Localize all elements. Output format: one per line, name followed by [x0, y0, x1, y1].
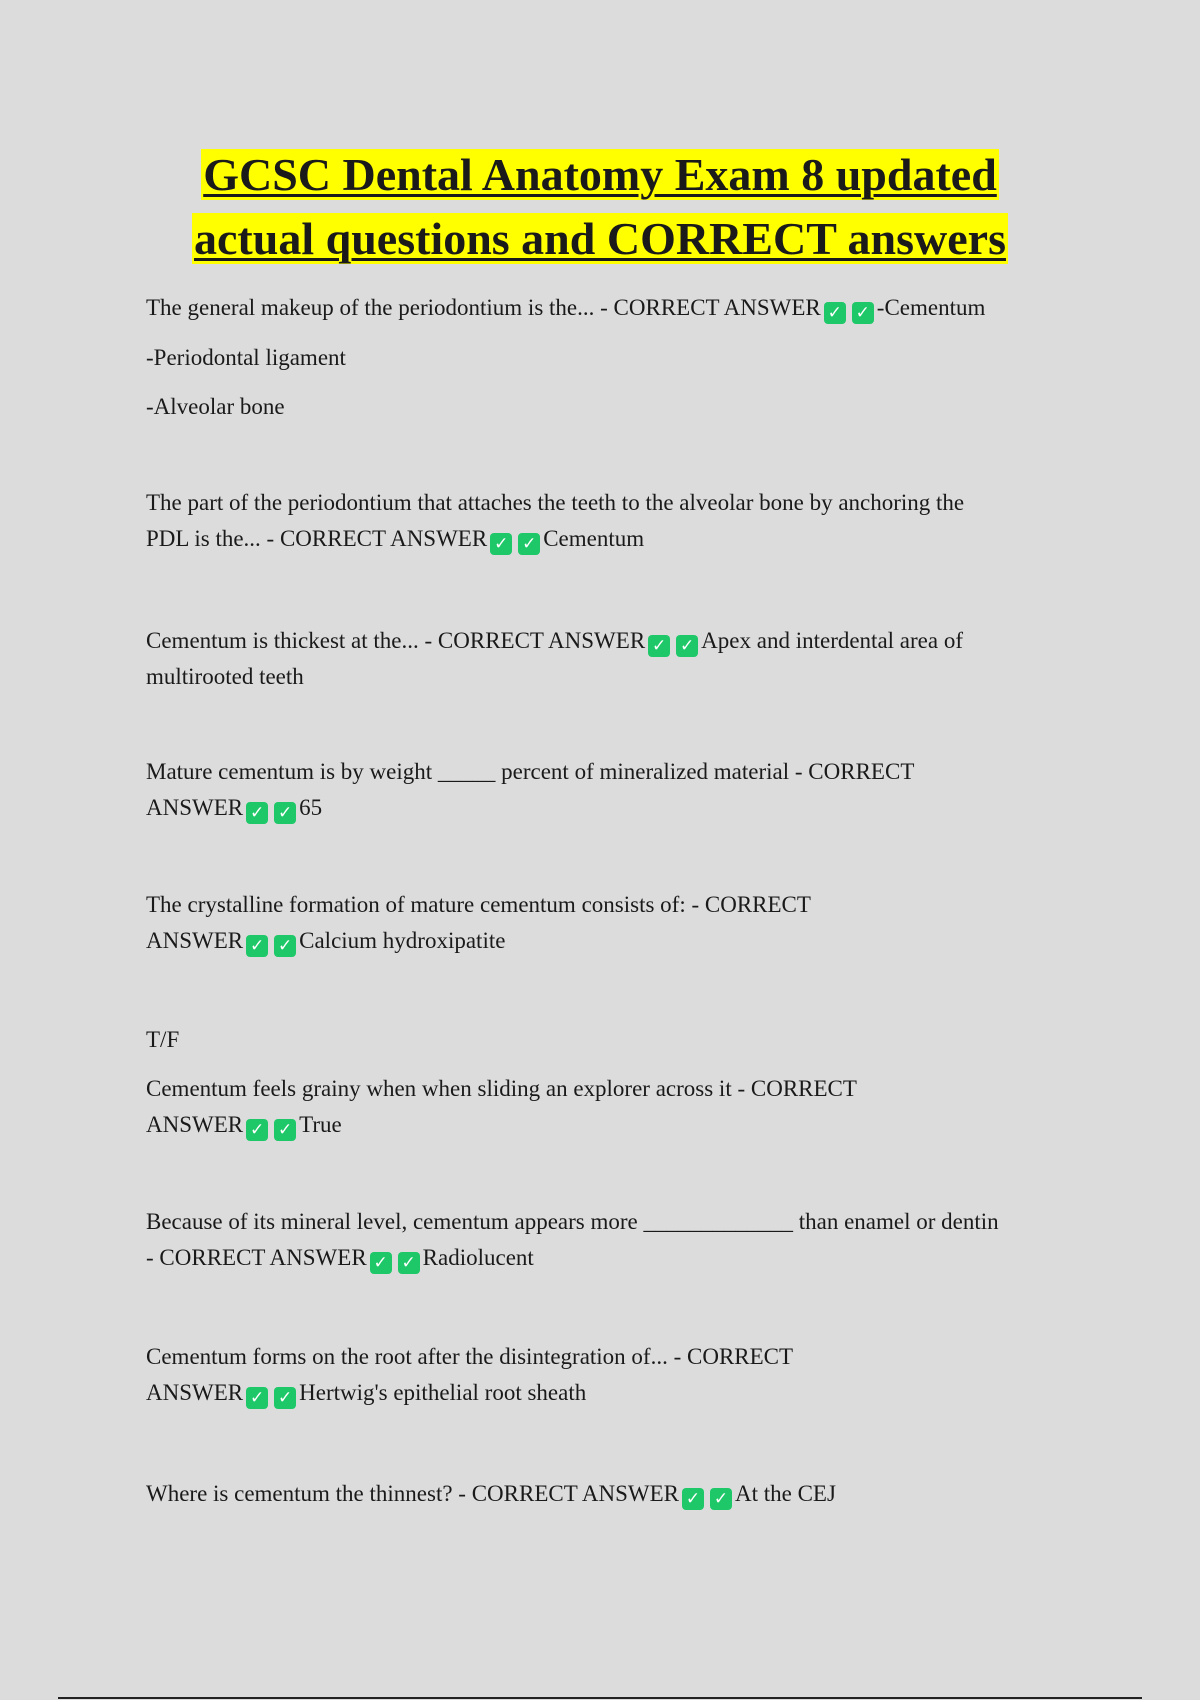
answer-label: ANSWER — [146, 1112, 244, 1137]
qa-line — [146, 790, 1046, 826]
qa-item-2 — [146, 485, 1046, 557]
check-icon: ✓ — [246, 802, 268, 824]
answer-label: ANSWER — [146, 928, 244, 953]
question-line: T/F — [146, 1027, 180, 1052]
qa-line — [146, 290, 1046, 340]
question-line: Cementum feels grainy when when sliding an explorer across it - CORRECT — [146, 1076, 857, 1101]
check-icon: ✓ — [710, 1488, 732, 1510]
question-line: Cementum forms on the root after the disintegration of... - CORRECT — [146, 1344, 794, 1369]
footer-divider — [58, 1697, 1142, 1699]
qa-item-6 — [146, 1022, 1046, 1143]
check-icon: ✓ — [274, 935, 296, 957]
check-icon: ✓ — [518, 533, 540, 555]
question-text: PDL is the... - CORRECT ANSWER — [146, 526, 488, 551]
check-icon: ✓ — [246, 1387, 268, 1409]
question-text: The general makeup of the periodontium is the... - CORRECT ANSWER — [146, 295, 821, 320]
question-line: Because of its mineral level, cementum appears more _____________ than enamel or dentin — [146, 1209, 999, 1234]
answer-label: - CORRECT ANSWER — [146, 1245, 367, 1270]
qa-line — [146, 1476, 1046, 1512]
title-line-2: actual questions and CORRECT answers — [194, 213, 1006, 264]
answer-line: -Periodontal ligament — [146, 345, 346, 370]
check-icon: ✓ — [246, 1119, 268, 1141]
qa-item-4 — [146, 754, 1046, 826]
check-icon: ✓ — [274, 802, 296, 824]
answer-text: Radiolucent — [422, 1245, 534, 1270]
answer-label: ANSWER — [146, 1380, 244, 1405]
qa-item-3 — [146, 623, 1046, 695]
qa-line — [146, 1240, 1046, 1276]
answer-line: multirooted teeth — [146, 664, 304, 689]
question-line: The crystalline formation of mature cementum consists of: - CORRECT — [146, 892, 811, 917]
check-icon: ✓ — [274, 1387, 296, 1409]
qa-line — [146, 1107, 1046, 1143]
qa-line — [146, 623, 1046, 659]
answer-text: Calcium hydroxipatite — [299, 928, 506, 953]
qa-item-8 — [146, 1339, 1046, 1411]
question-text: Cementum is thickest at the... - CORRECT ANSWER — [146, 628, 646, 653]
check-icon: ✓ — [370, 1252, 392, 1274]
check-icon: ✓ — [852, 302, 874, 324]
qa-line — [146, 923, 1046, 959]
answer-line: -Alveolar bone — [146, 394, 285, 419]
qa-item-7 — [146, 1204, 1046, 1276]
check-icon: ✓ — [676, 635, 698, 657]
answer-text: True — [299, 1112, 342, 1137]
question-text: Where is cementum the thinnest? - CORRECT ANSWER — [146, 1481, 679, 1506]
qa-line — [146, 1375, 1046, 1411]
answer-label: ANSWER — [146, 795, 244, 820]
answer-text: 65 — [299, 795, 323, 820]
answer-text: -Cementum — [876, 295, 986, 320]
qa-line — [146, 521, 1046, 557]
check-icon: ✓ — [490, 533, 512, 555]
qa-item-5 — [146, 887, 1046, 959]
check-icon: ✓ — [824, 302, 846, 324]
check-icon: ✓ — [246, 935, 268, 957]
check-icon: ✓ — [648, 635, 670, 657]
title-line-1: GCSC Dental Anatomy Exam 8 updated — [203, 149, 997, 200]
answer-text: Cementum — [543, 526, 645, 551]
qa-item-9 — [146, 1476, 1046, 1512]
page-title — [100, 143, 1100, 271]
check-icon: ✓ — [274, 1119, 296, 1141]
answer-text: Apex and interdental area of — [701, 628, 963, 653]
question-line: Mature cementum is by weight _____ percent of mineralized material - CORRECT — [146, 759, 915, 784]
check-icon: ✓ — [398, 1252, 420, 1274]
qa-item-1 — [146, 290, 1046, 425]
answer-text: Hertwig's epithelial root sheath — [299, 1380, 587, 1405]
question-line: The part of the periodontium that attaches the teeth to the alveolar bone by anchoring the — [146, 490, 965, 515]
check-icon: ✓ — [682, 1488, 704, 1510]
answer-text: At the CEJ — [734, 1481, 836, 1506]
